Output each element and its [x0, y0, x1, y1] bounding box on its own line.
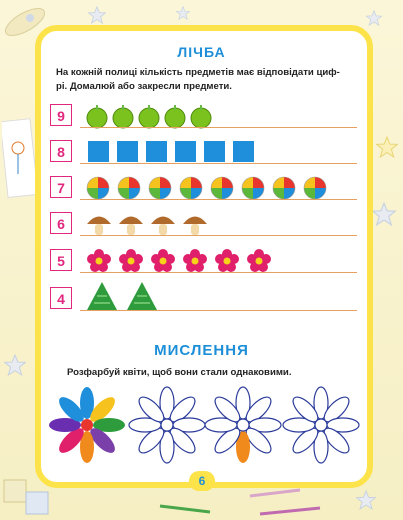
flower-icon — [183, 249, 207, 272]
square-icon — [146, 141, 167, 162]
flower-icon — [215, 249, 239, 272]
shelf-line — [80, 235, 357, 236]
mushroom-icon — [87, 217, 111, 236]
flower-icon — [151, 249, 175, 272]
shelf-line — [80, 199, 357, 200]
row-number-badge: 7 — [50, 176, 72, 198]
counting-row — [50, 287, 357, 311]
outline-flower-icon — [128, 386, 206, 464]
thinking-instruction: Розфарбуй квіти, щоб вони стали однаковими. — [67, 367, 292, 378]
page-number: 6 — [189, 471, 215, 491]
row-items — [86, 176, 336, 200]
counting-instruction-line2: рі. Домалюй або закресли предмети. — [56, 81, 232, 92]
square-icon — [88, 141, 109, 162]
ball-icon — [304, 177, 326, 199]
colored-flower-icon — [48, 386, 126, 464]
star-icon — [372, 202, 396, 226]
counting-row — [50, 176, 357, 200]
counting-row — [50, 104, 357, 128]
apple-icon — [191, 105, 211, 128]
mushroom-icon — [119, 217, 143, 236]
row-items — [86, 140, 266, 164]
shelf-line — [80, 310, 357, 311]
row-items — [86, 281, 166, 311]
apple-icon — [87, 105, 107, 128]
counting-instruction-line1: На кожній полиці кількість предметів має відповідати циф- — [56, 67, 340, 78]
triangle-icon — [127, 282, 157, 310]
ball-icon — [118, 177, 140, 199]
shelf-line — [80, 163, 357, 164]
triangle-icon — [87, 282, 117, 310]
apple-icon — [139, 105, 159, 128]
counting-title: ЛІЧБА — [177, 44, 226, 60]
row-items — [86, 249, 286, 273]
star-icon — [366, 10, 382, 26]
outline-flower-icon — [282, 386, 360, 464]
star-icon — [176, 6, 190, 20]
square-icon — [175, 141, 196, 162]
ball-icon — [211, 177, 233, 199]
apple-icon — [165, 105, 185, 128]
row-items — [86, 212, 216, 236]
drawing-picture-icon — [2, 118, 38, 198]
flower-icon — [87, 249, 111, 272]
row-number-badge: 4 — [50, 287, 72, 309]
ball-icon — [149, 177, 171, 199]
square-icon — [204, 141, 225, 162]
flower-icon — [247, 249, 271, 272]
star-icon — [88, 6, 106, 24]
square-icon — [117, 141, 138, 162]
apple-icon — [113, 105, 133, 128]
shelf-line — [80, 272, 357, 273]
counting-row — [50, 140, 357, 164]
flower-icon — [119, 249, 143, 272]
counting-row — [50, 249, 357, 273]
pencils-icon — [150, 486, 400, 520]
shelf-line — [80, 127, 357, 128]
star-icon — [376, 136, 398, 158]
row-number-badge: 6 — [50, 212, 72, 234]
row-number-badge: 8 — [50, 140, 72, 162]
row-number-badge: 5 — [50, 249, 72, 271]
ball-icon — [273, 177, 295, 199]
ball-icon — [180, 177, 202, 199]
mushroom-icon — [151, 217, 175, 236]
partially-colored-flower-icon — [204, 386, 282, 464]
mushroom-icon — [183, 217, 207, 236]
counting-row — [50, 212, 357, 236]
ball-icon — [242, 177, 264, 199]
counting-instruction — [56, 66, 356, 94]
thinking-title: МИСЛЕННЯ — [154, 342, 249, 359]
row-items — [86, 104, 216, 128]
ball-icon — [87, 177, 109, 199]
row-number-badge: 9 — [50, 104, 72, 126]
square-icon — [233, 141, 254, 162]
